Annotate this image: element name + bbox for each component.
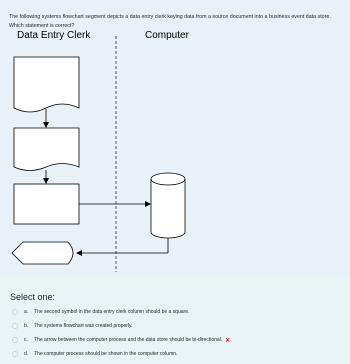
x-icon: ✕ (225, 337, 231, 344)
arrow-right-icon (145, 201, 151, 207)
radio-icon[interactable] (12, 309, 18, 315)
column-header-clerk: Data Entry Clerk (17, 30, 91, 41)
data-store-symbol (151, 173, 185, 185)
display-symbol (12, 242, 73, 264)
arrow-left-icon (76, 250, 82, 256)
option-text: The arrow between the computer process and the data store should be bi-directional. (34, 337, 223, 343)
option-d[interactable]: d. The computer process should be shown in the computer column. (12, 349, 177, 359)
process-symbol (14, 184, 79, 224)
radio-icon[interactable] (12, 351, 18, 357)
source-document-symbol (14, 57, 79, 112)
radio-icon[interactable] (12, 323, 18, 329)
option-a[interactable]: a. The second symbol in the data entry clerk column should be a square. (12, 307, 189, 317)
option-c[interactable]: c. The arrow between the computer process and the data store should be bi-directional. ✕ (12, 335, 230, 345)
column-header-computer: Computer (145, 30, 189, 41)
option-b[interactable]: b. The systems flowchart was created properly. (12, 321, 133, 331)
arrow-down-icon (43, 122, 49, 128)
second-document-symbol (14, 128, 79, 171)
select-one-label: Select one: (10, 292, 56, 302)
question-text: The following systems flowchart segment depicts a data entry clerk keying data from a source document into a business event data store. Which statement is correct? (9, 14, 331, 29)
radio-icon[interactable] (12, 337, 18, 343)
option-text: The computer process should be shown in the computer column. (34, 351, 178, 357)
option-text: The systems flowchart was created properly. (34, 323, 133, 329)
answer-panel (0, 276, 350, 364)
arrow-down-icon (43, 178, 49, 184)
option-text: The second symbol in the data entry clerk column should be a square. (34, 309, 190, 315)
